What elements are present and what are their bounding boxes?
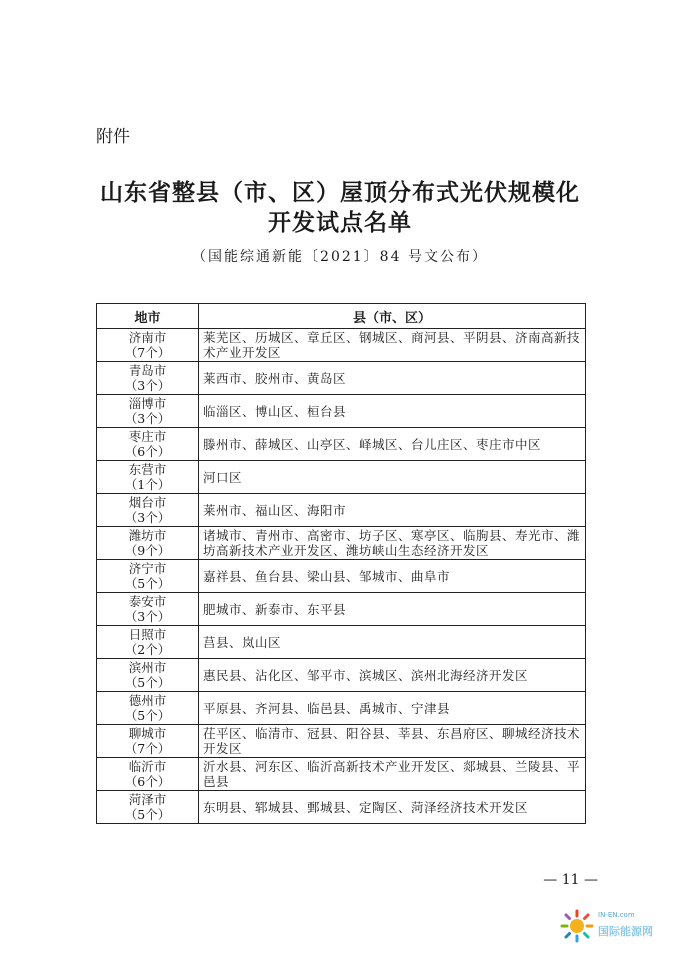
counties-cell: 诸城市、青州市、高密市、坊子区、寒亭区、临朐县、寿光市、潍坊高新技术产业开发区、潍坊峡山生态经济开发区 <box>199 527 586 560</box>
city-count: （6个） <box>124 444 171 459</box>
city-cell <box>97 626 199 659</box>
city-count: （3个） <box>124 609 171 624</box>
counties-cell: 莱西市、胶州市、黄岛区 <box>199 362 586 395</box>
city-count: （5个） <box>124 807 171 822</box>
city-count: （5个） <box>124 576 171 591</box>
city-name: 聊城市 <box>128 726 167 741</box>
document-title-line1: 山东省整县（市、区）屋顶分布式光伏规模化 <box>100 180 580 206</box>
counties-cell: 莱芜区、历城区、章丘区、钢城区、商河县、平阴县、济南高新技术产业开发区 <box>199 329 586 362</box>
city-name: 潍坊市 <box>128 528 167 543</box>
city-name: 临沂市 <box>128 759 167 774</box>
table-row <box>97 329 586 362</box>
city-count: （7个） <box>124 345 171 360</box>
counties-cell: 临淄区、博山区、桓台县 <box>199 395 586 428</box>
city-count: （6个） <box>124 774 171 789</box>
table-row <box>97 791 586 824</box>
attachment-label: 附件 <box>96 127 130 147</box>
table-row <box>97 527 586 560</box>
table-row <box>97 461 586 494</box>
table-header-row <box>97 304 586 329</box>
counties-cell: 莱州市、福山区、海阳市 <box>199 494 586 527</box>
table-row <box>97 758 586 791</box>
counties-cell: 东明县、郓城县、鄄城县、定陶区、菏泽经济技术开发区 <box>199 791 586 824</box>
city-count: （3个） <box>124 411 171 426</box>
counties-cell: 惠民县、沾化区、邹平市、滨城区、滨州北海经济开发区 <box>199 659 586 692</box>
city-name: 济宁市 <box>128 561 167 576</box>
city-cell <box>97 725 199 758</box>
counties-cell: 嘉祥县、鱼台县、梁山县、邹城市、曲阜市 <box>199 560 586 593</box>
city-count: （3个） <box>124 378 171 393</box>
document-subtitle: （国能综通新能〔2021〕84 号文公布） <box>192 249 488 265</box>
city-count: （5个） <box>124 675 171 690</box>
city-name: 济南市 <box>128 330 167 345</box>
table-row <box>97 362 586 395</box>
city-cell <box>97 461 199 494</box>
header-city: 地市 <box>97 304 199 329</box>
city-cell <box>97 758 199 791</box>
city-cell <box>97 329 199 362</box>
city-name: 泰安市 <box>128 594 167 609</box>
city-name: 枣庄市 <box>128 429 167 444</box>
counties-cell: 莒县、岚山区 <box>199 626 586 659</box>
counties-cell: 河口区 <box>199 461 586 494</box>
city-cell <box>97 593 199 626</box>
city-cell <box>97 560 199 593</box>
counties-cell: 茌平区、临清市、冠县、阳谷县、莘县、东昌府区、聊城经济技术开发区 <box>199 725 586 758</box>
counties-cell: 沂水县、河东区、临沂高新技术产业开发区、郯城县、兰陵县、平邑县 <box>199 758 586 791</box>
table-row <box>97 626 586 659</box>
watermark-text-en: IN-EN.com <box>598 911 635 919</box>
city-name: 滨州市 <box>128 660 167 675</box>
city-count: （3个） <box>124 510 171 525</box>
table-row <box>97 428 586 461</box>
pilot-list-table <box>96 303 586 824</box>
counties-cell: 肥城市、新泰市、东平县 <box>199 593 586 626</box>
city-name: 青岛市 <box>128 363 167 378</box>
city-cell <box>97 362 199 395</box>
city-cell <box>97 428 199 461</box>
city-name: 菏泽市 <box>128 792 167 807</box>
table-row <box>97 725 586 758</box>
city-name: 烟台市 <box>128 495 167 510</box>
counties-cell: 平原县、齐河县、临邑县、禹城市、宁津县 <box>199 692 586 725</box>
city-count: （2个） <box>124 642 171 657</box>
table-row <box>97 692 586 725</box>
city-count: （5个） <box>124 708 171 723</box>
counties-cell: 滕州市、薛城区、山亭区、峄城区、台儿庄区、枣庄市中区 <box>199 428 586 461</box>
city-cell <box>97 527 199 560</box>
city-cell <box>97 395 199 428</box>
city-count: （1个） <box>124 477 171 492</box>
page-number: — 11 — <box>543 872 598 888</box>
table-row <box>97 659 586 692</box>
city-name: 德州市 <box>128 693 167 708</box>
table-row <box>97 494 586 527</box>
city-count: （7个） <box>124 741 171 756</box>
watermark-logo <box>560 905 670 953</box>
table-row <box>97 560 586 593</box>
city-cell <box>97 494 199 527</box>
city-cell <box>97 791 199 824</box>
city-cell <box>97 692 199 725</box>
document-title-line2: 开发试点名单 <box>268 210 412 236</box>
header-counties: 县（市、区） <box>199 304 586 329</box>
table-row <box>97 593 586 626</box>
watermark-text-cn: 国际能源网 <box>598 925 653 938</box>
city-name: 东营市 <box>128 462 167 477</box>
sun-logo-icon <box>560 909 594 943</box>
city-cell <box>97 659 199 692</box>
city-count: （9个） <box>124 543 171 558</box>
city-name: 日照市 <box>128 627 167 642</box>
city-name: 淄博市 <box>128 396 167 411</box>
table-row <box>97 395 586 428</box>
